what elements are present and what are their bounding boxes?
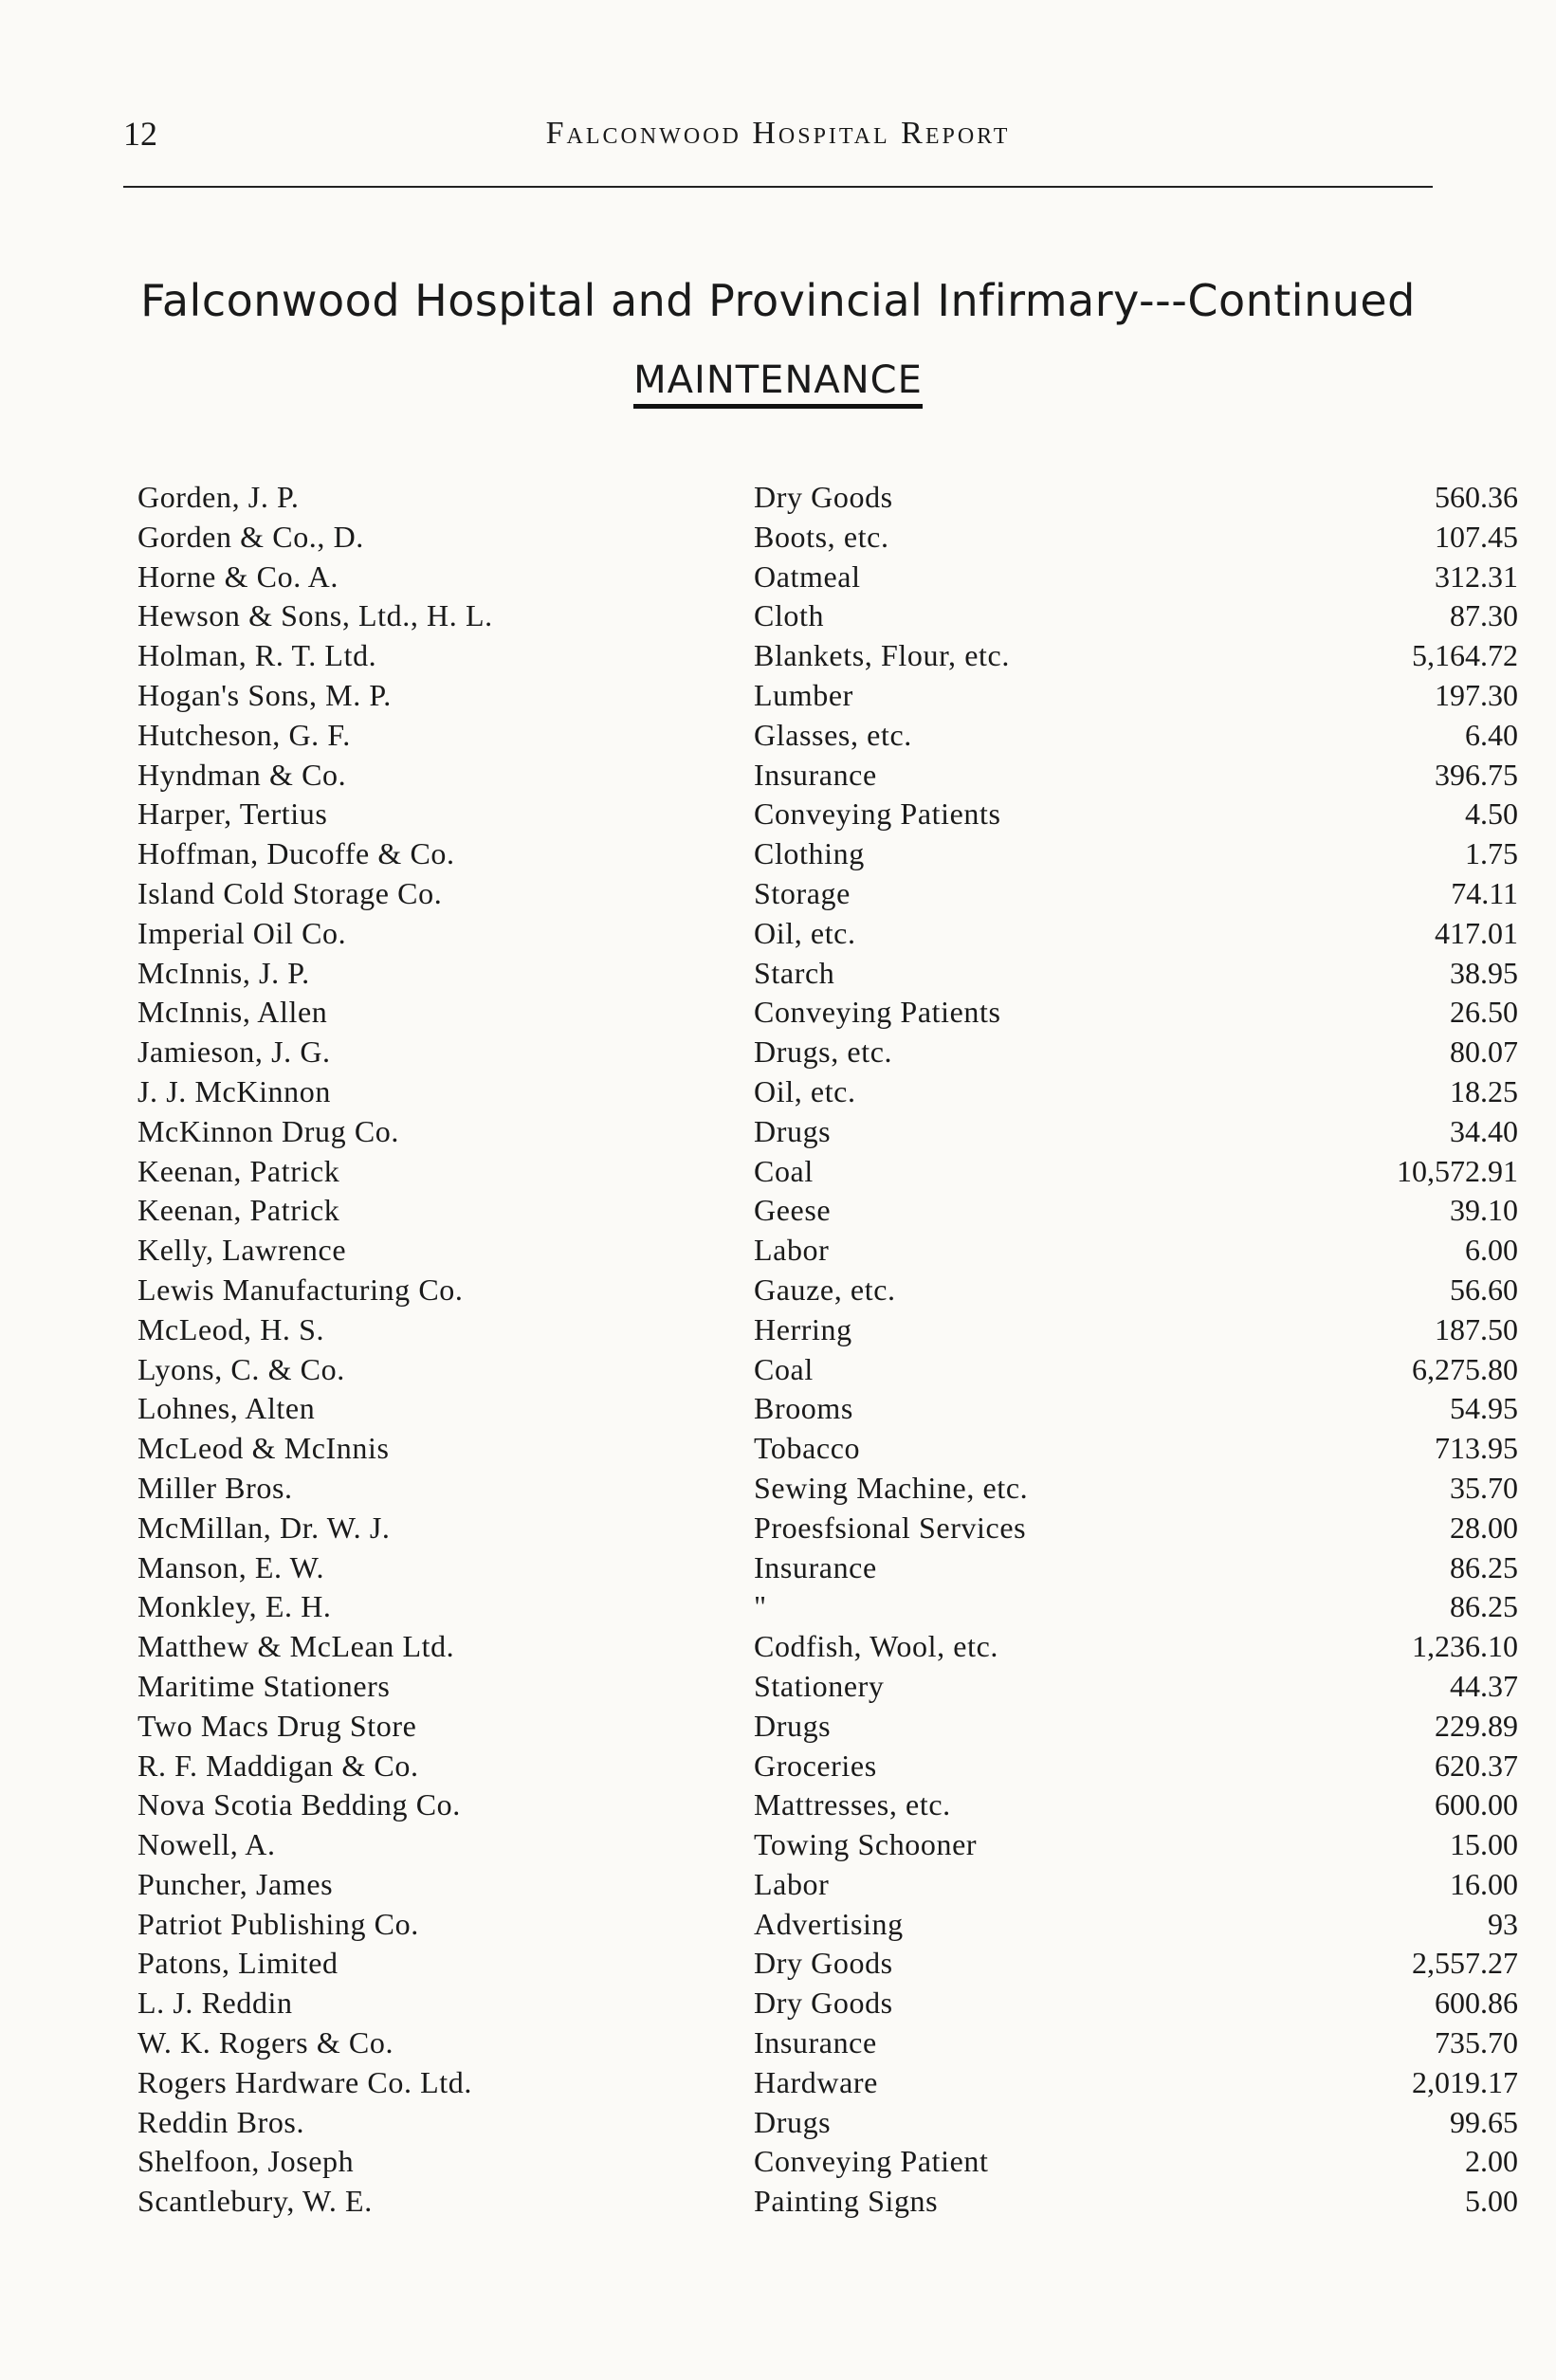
running-head: [123, 114, 1433, 161]
table-row: [137, 478, 1522, 518]
amount-value: 38.95: [1450, 955, 1518, 990]
payee-name: Lohnes, Alten: [137, 1391, 316, 1426]
running-title: Falconwood Hospital Report: [545, 116, 1011, 151]
table-row: [137, 1152, 1522, 1192]
amount-value: 54.95: [1450, 1391, 1518, 1426]
item-description: Clothing: [754, 836, 865, 871]
subsection-title-text: MAINTENANCE: [633, 358, 923, 409]
table-row: [137, 1231, 1522, 1271]
item-description: ": [754, 1589, 767, 1624]
table-row: [137, 2142, 1522, 2182]
amount-value: 44.37: [1450, 1668, 1518, 1703]
amount-value: 99.65: [1450, 2104, 1518, 2139]
table-row: [137, 1627, 1522, 1667]
maintenance-table: [137, 478, 1522, 2222]
table-row: [137, 756, 1522, 796]
item-description: Insurance: [754, 1549, 877, 1584]
payee-name: L. J. Reddin: [137, 1986, 293, 2021]
amount-value: 417.01: [1435, 915, 1518, 950]
table-row: [137, 1509, 1522, 1548]
table-row: [137, 1191, 1522, 1231]
table-row: [137, 716, 1522, 756]
payee-name: Nova Scotia Bedding Co.: [137, 1787, 461, 1822]
payee-name: Holman, R. T. Ltd.: [137, 638, 377, 673]
item-description: Coal: [754, 1153, 814, 1188]
item-description: Boots, etc.: [754, 519, 889, 554]
amount-value: 229.89: [1435, 1708, 1518, 1743]
amount-value: 15.00: [1450, 1827, 1518, 1862]
amount-value: 560.36: [1435, 480, 1518, 514]
table-row: [137, 954, 1522, 994]
payee-name: Hutcheson, G. F.: [137, 717, 351, 752]
payee-name: Lyons, C. & Co.: [137, 1351, 345, 1386]
table-row: [137, 676, 1522, 716]
table-row: [137, 1271, 1522, 1310]
item-description: Blankets, Flour, etc.: [754, 638, 1010, 673]
table-row: [137, 874, 1522, 914]
payee-name: Nowell, A.: [137, 1827, 276, 1862]
payee-name: Two Macs Drug Store: [137, 1708, 417, 1743]
amount-value: 600.86: [1435, 1986, 1518, 2021]
amount-value: 34.40: [1450, 1113, 1518, 1148]
table-row: [137, 1865, 1522, 1905]
payee-name: J. J. McKinnon: [137, 1073, 331, 1108]
amount-value: 2.00: [1465, 2144, 1518, 2179]
amount-value: 28.00: [1450, 1510, 1518, 1545]
table-row: [137, 2063, 1522, 2103]
item-description: Geese: [754, 1193, 832, 1228]
table-row: [137, 1072, 1522, 1112]
amount-value: 86.25: [1450, 1589, 1518, 1624]
payee-name: McInnis, Allen: [137, 995, 328, 1030]
amount-value: 87.30: [1450, 598, 1518, 633]
amount-value: 1.75: [1465, 836, 1518, 871]
item-description: Labor: [754, 1233, 830, 1268]
amount-value: 35.70: [1450, 1470, 1518, 1505]
payee-name: Hyndman & Co.: [137, 757, 347, 792]
item-description: Dry Goods: [754, 1946, 893, 1981]
table-row: [137, 2182, 1522, 2222]
amount-value: 56.60: [1450, 1272, 1518, 1307]
amount-value: 713.95: [1435, 1431, 1518, 1466]
table-row: [137, 518, 1522, 558]
amount-value: 187.50: [1435, 1311, 1518, 1346]
item-description: Coal: [754, 1351, 814, 1386]
item-description: Towing Schooner: [754, 1827, 978, 1862]
payee-name: Hoffman, Ducoffe & Co.: [137, 836, 455, 871]
item-description: Insurance: [754, 757, 877, 792]
item-description: Groceries: [754, 1748, 877, 1783]
payee-name: Lewis Manufacturing Co.: [137, 1272, 464, 1307]
item-description: Glasses, etc.: [754, 717, 912, 752]
item-description: Stationery: [754, 1668, 885, 1703]
payee-name: R. F. Maddigan & Co.: [137, 1748, 419, 1783]
item-description: Herring: [754, 1311, 852, 1346]
amount-value: 18.25: [1450, 1073, 1518, 1108]
table-row: [137, 1112, 1522, 1152]
payee-name: Puncher, James: [137, 1866, 334, 1901]
payee-name: W. K. Rogers & Co.: [137, 2025, 394, 2060]
amount-value: 80.07: [1450, 1034, 1518, 1070]
table-row: [137, 1033, 1522, 1072]
payee-name: Gorden, J. P.: [137, 480, 300, 514]
item-description: Tobacco: [754, 1431, 861, 1466]
table-row: [137, 1667, 1522, 1707]
payee-name: Kelly, Lawrence: [137, 1233, 347, 1268]
table-row: [137, 1429, 1522, 1469]
amount-value: 2,557.27: [1412, 1946, 1518, 1981]
amount-value: 6.40: [1465, 717, 1518, 752]
payee-name: Scantlebury, W. E.: [137, 2184, 373, 2219]
item-description: Drugs: [754, 2104, 832, 2139]
item-description: Drugs: [754, 1113, 832, 1148]
amount-value: 26.50: [1450, 995, 1518, 1030]
payee-name: Horne & Co. A.: [137, 558, 339, 594]
payee-name: Matthew & McLean Ltd.: [137, 1629, 455, 1664]
table-row: [137, 1984, 1522, 2023]
item-description: Drugs, etc.: [754, 1034, 893, 1070]
item-description: Dry Goods: [754, 480, 893, 514]
item-description: Conveying Patient: [754, 2144, 989, 2179]
payee-name: Monkley, E. H.: [137, 1589, 332, 1624]
table-row: [137, 1707, 1522, 1747]
table-row: [137, 1825, 1522, 1865]
payee-name: Maritime Stationers: [137, 1668, 391, 1703]
item-description: Dry Goods: [754, 1986, 893, 2021]
item-description: Oil, etc.: [754, 1073, 856, 1108]
table-row: [137, 596, 1522, 636]
item-description: Hardware: [754, 2064, 878, 2099]
payee-name: McKinnon Drug Co.: [137, 1113, 399, 1148]
item-description: Insurance: [754, 2025, 877, 2060]
payee-name: Jamieson, J. G.: [137, 1034, 331, 1070]
table-row: [137, 795, 1522, 834]
payee-name: McLeod, H. S.: [137, 1311, 325, 1346]
item-description: Sewing Machine, etc.: [754, 1470, 1029, 1505]
payee-name: Patons, Limited: [137, 1946, 339, 1981]
item-description: Storage: [754, 875, 851, 910]
table-row: [137, 1310, 1522, 1350]
amount-value: 2,019.17: [1412, 2064, 1518, 2099]
payee-name: Rogers Hardware Co. Ltd.: [137, 2064, 472, 2099]
payee-name: McMillan, Dr. W. J.: [137, 1510, 391, 1545]
item-description: Oil, etc.: [754, 915, 856, 950]
amount-value: 74.11: [1451, 875, 1518, 910]
item-description: Starch: [754, 955, 835, 990]
item-description: Painting Signs: [754, 2184, 939, 2219]
table-row: [137, 914, 1522, 954]
item-description: Advertising: [754, 1906, 904, 1941]
item-description: Codfish, Wool, etc.: [754, 1629, 998, 1664]
amount-value: 620.37: [1435, 1748, 1518, 1783]
amount-value: 735.70: [1435, 2025, 1518, 2060]
item-description: Drugs: [754, 1708, 832, 1743]
table-row: [137, 1469, 1522, 1509]
amount-value: 312.31: [1435, 558, 1518, 594]
item-description: Conveying Patients: [754, 796, 1001, 832]
amount-value: 1,236.10: [1412, 1629, 1518, 1664]
payee-name: Keenan, Patrick: [137, 1193, 340, 1228]
item-description: Oatmeal: [754, 558, 861, 594]
payee-name: Imperial Oil Co.: [137, 915, 347, 950]
amount-value: 86.25: [1450, 1549, 1518, 1584]
payee-name: Reddin Bros.: [137, 2104, 305, 2139]
table-row: [137, 1587, 1522, 1627]
payee-name: Miller Bros.: [137, 1470, 293, 1505]
table-row: [137, 1905, 1522, 1945]
amount-value: 4.50: [1465, 796, 1518, 832]
amount-value: 10,572.91: [1397, 1153, 1518, 1188]
item-description: Cloth: [754, 598, 825, 633]
payee-name: Manson, E. W.: [137, 1549, 325, 1584]
table-row: [137, 636, 1522, 676]
payee-name: Harper, Tertius: [137, 796, 328, 832]
payee-name: Shelfoon, Joseph: [137, 2144, 355, 2179]
table-row: [137, 1548, 1522, 1588]
table-row: [137, 2023, 1522, 2063]
amount-value: 39.10: [1450, 1193, 1518, 1228]
item-description: Conveying Patients: [754, 995, 1001, 1030]
item-description: Proesfsional Services: [754, 1510, 1027, 1545]
amount-value: 600.00: [1435, 1787, 1518, 1822]
table-row: [137, 834, 1522, 874]
amount-value: 197.30: [1435, 677, 1518, 712]
item-description: Gauze, etc.: [754, 1272, 896, 1307]
payee-name: McLeod & McInnis: [137, 1431, 390, 1466]
table-row: [137, 1747, 1522, 1786]
table-row: [137, 1944, 1522, 1984]
payee-name: Hewson & Sons, Ltd., H. L.: [137, 598, 493, 633]
item-description: Mattresses, etc.: [754, 1787, 951, 1822]
item-description: Lumber: [754, 677, 853, 712]
amount-value: 5,164.72: [1412, 638, 1518, 673]
subsection-title: [0, 358, 1556, 409]
amount-value: 16.00: [1450, 1866, 1518, 1901]
item-description: Brooms: [754, 1391, 853, 1426]
table-row: [137, 2103, 1522, 2143]
table-row: [137, 1350, 1522, 1390]
section-title: Falconwood Hospital and Provincial Infirmary---Continued: [140, 275, 1416, 326]
table-row: [137, 993, 1522, 1033]
page-number: 12: [123, 115, 157, 153]
table-row: [137, 1389, 1522, 1429]
item-description: Labor: [754, 1866, 830, 1901]
payee-name: Gorden & Co., D.: [137, 519, 364, 554]
amount-value: 5.00: [1465, 2184, 1518, 2219]
header-rule: [123, 186, 1433, 188]
table-row: [137, 558, 1522, 597]
amount-value: 396.75: [1435, 757, 1518, 792]
amount-value: 107.45: [1435, 519, 1518, 554]
payee-name: McInnis, J. P.: [137, 955, 310, 990]
payee-name: Keenan, Patrick: [137, 1153, 340, 1188]
payee-name: Patriot Publishing Co.: [137, 1906, 419, 1941]
amount-value: 6,275.80: [1412, 1351, 1518, 1386]
amount-value: 93: [1488, 1906, 1518, 1941]
payee-name: Hogan's Sons, M. P.: [137, 677, 392, 712]
payee-name: Island Cold Storage Co.: [137, 875, 443, 910]
table-row: [137, 1785, 1522, 1825]
amount-value: 6.00: [1465, 1233, 1518, 1268]
